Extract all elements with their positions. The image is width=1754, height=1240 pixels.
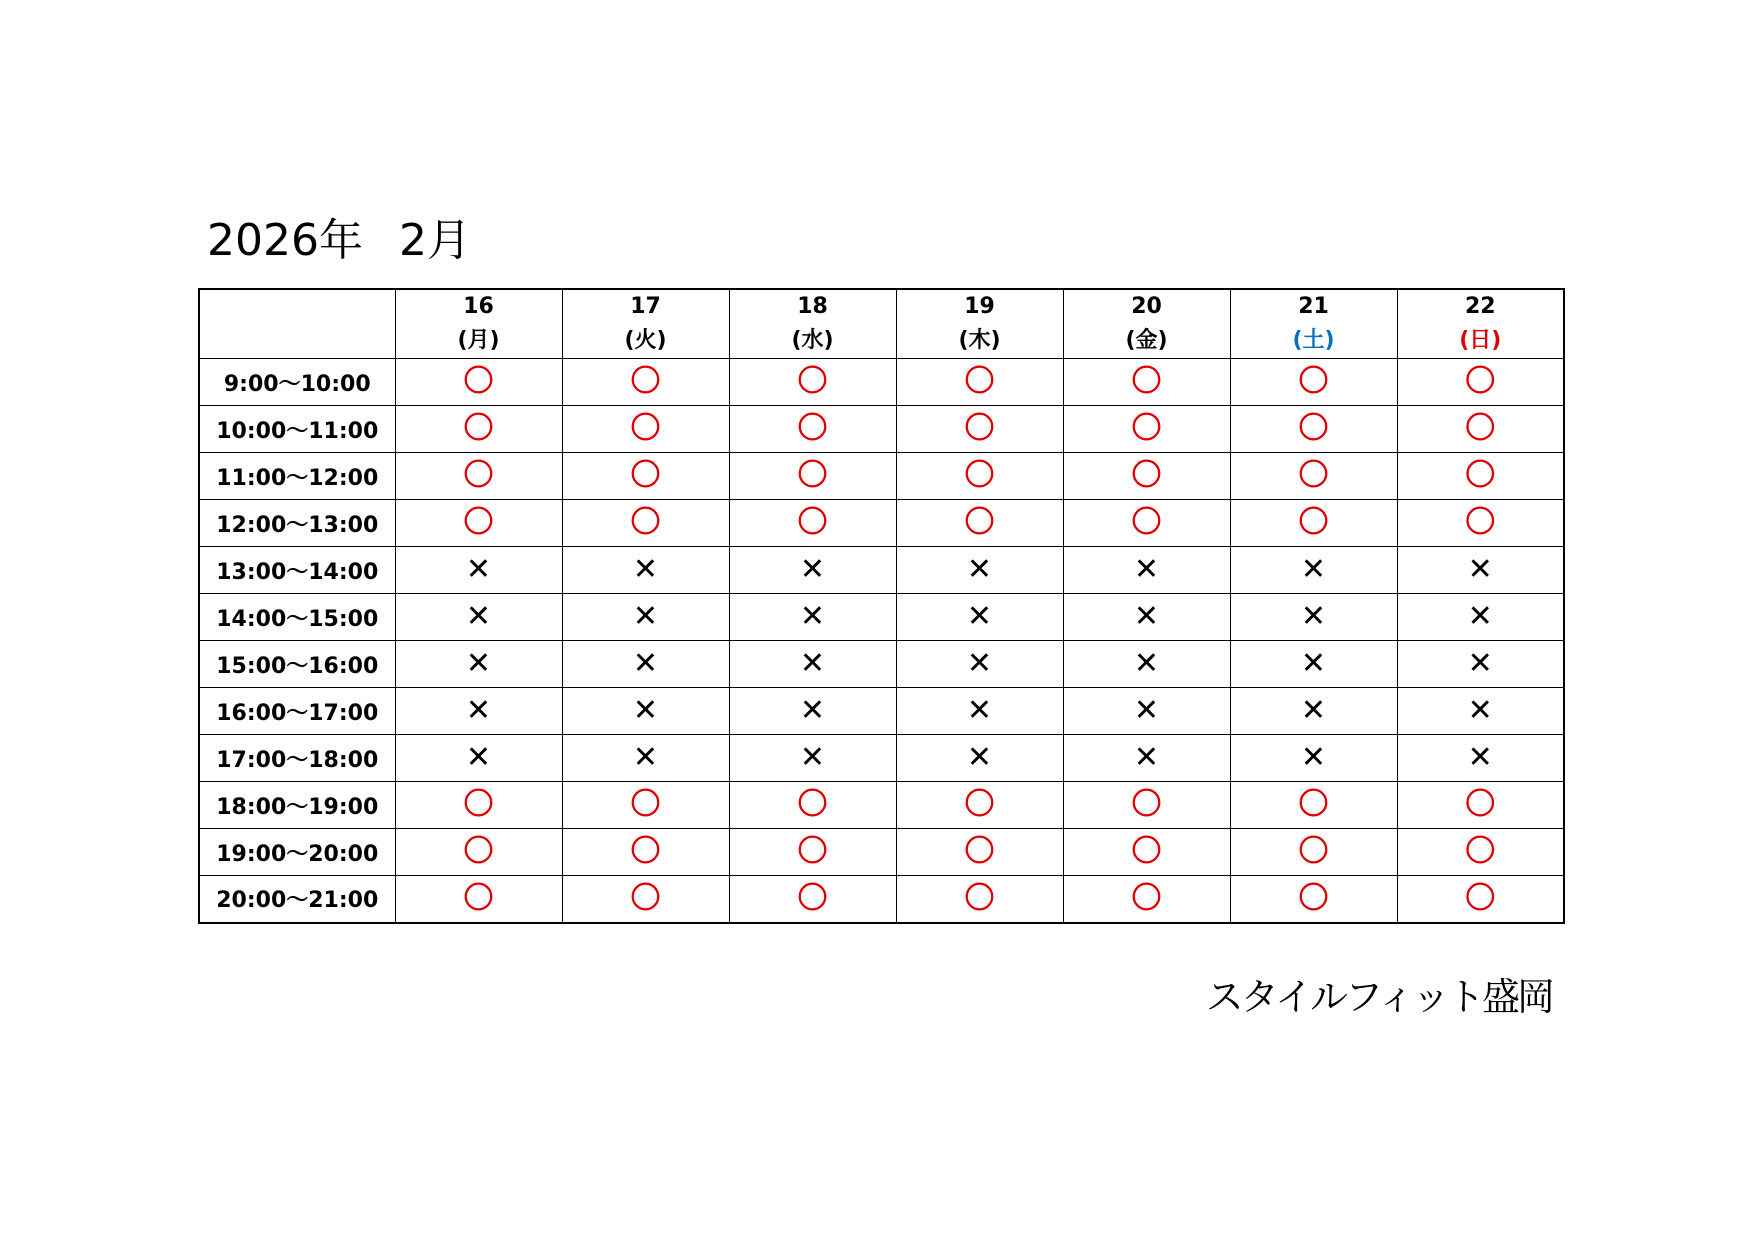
available-mark: 〇 (463, 834, 494, 869)
unavailable-mark: ✕ (1467, 740, 1493, 775)
unavailable-mark: ✕ (966, 552, 993, 587)
unavailable-mark: ✕ (799, 599, 826, 634)
availability-cell (395, 359, 562, 406)
availability-cell (729, 735, 896, 782)
availability-cell (729, 782, 896, 829)
available-mark: 〇 (1298, 364, 1329, 399)
unavailable-mark: ✕ (1467, 599, 1493, 634)
table-row (199, 359, 1564, 406)
schedule-body (199, 359, 1564, 923)
availability-cell (1397, 594, 1564, 641)
availability-cell (896, 641, 1063, 688)
title-month: 2月 (398, 215, 471, 266)
availability-cell (1063, 641, 1230, 688)
unavailable-mark: ✕ (966, 740, 993, 775)
available-mark: 〇 (1131, 411, 1162, 446)
unavailable-mark: ✕ (799, 646, 826, 681)
table-row (199, 547, 1564, 594)
available-mark: 〇 (630, 458, 661, 493)
day-date: 16 (463, 294, 494, 319)
time-slot-label: 12:00～13:00 (199, 500, 395, 547)
available-mark: 〇 (1131, 505, 1162, 540)
available-mark: 〇 (1298, 411, 1329, 446)
unavailable-mark: ✕ (799, 740, 826, 775)
table-row (199, 876, 1564, 923)
available-mark: 〇 (797, 458, 828, 493)
available-mark: 〇 (1465, 787, 1496, 822)
unavailable-mark: ✕ (1300, 552, 1327, 587)
availability-cell (395, 876, 562, 923)
availability-cell (395, 829, 562, 876)
brand-name: スタイルフィット盛岡 (1205, 975, 1552, 1019)
table-row (199, 500, 1564, 547)
day-weekday: (土) (1292, 328, 1335, 353)
availability-cell (562, 641, 729, 688)
availability-cell (1230, 876, 1397, 923)
availability-cell (1397, 500, 1564, 547)
day-date: 20 (1131, 294, 1162, 319)
availability-cell (729, 594, 896, 641)
available-mark: 〇 (797, 880, 828, 916)
availability-cell (1230, 453, 1397, 500)
time-slot-label: 9:00～10:00 (199, 359, 395, 406)
unavailable-mark: ✕ (1467, 646, 1493, 681)
availability-cell (1230, 735, 1397, 782)
availability-cell (562, 735, 729, 782)
available-mark: 〇 (1465, 834, 1496, 869)
day-weekday: (水) (791, 328, 834, 353)
available-mark: 〇 (964, 458, 995, 493)
availability-cell (1397, 453, 1564, 500)
day-weekday: (金) (1125, 328, 1168, 353)
availability-cell (1397, 359, 1564, 406)
available-mark: 〇 (964, 787, 995, 822)
unavailable-mark: ✕ (1300, 599, 1327, 634)
day-header-row (199, 289, 1564, 359)
availability-cell (395, 453, 562, 500)
availability-cell (896, 359, 1063, 406)
unavailable-mark: ✕ (966, 646, 993, 681)
time-slot-label: 18:00～19:00 (199, 782, 395, 829)
available-mark: 〇 (1465, 880, 1496, 916)
availability-cell (562, 453, 729, 500)
available-mark: 〇 (463, 505, 494, 540)
availability-cell (1063, 594, 1230, 641)
availability-cell (729, 453, 896, 500)
available-mark: 〇 (1298, 834, 1329, 869)
availability-cell (1397, 688, 1564, 735)
availability-cell (1063, 500, 1230, 547)
day-date: 19 (964, 294, 995, 319)
availability-cell (1397, 641, 1564, 688)
availability-cell (1397, 876, 1564, 923)
unavailable-mark: ✕ (1300, 646, 1327, 681)
unavailable-mark: ✕ (1133, 552, 1160, 587)
unavailable-mark: ✕ (1133, 599, 1160, 634)
unavailable-mark: ✕ (465, 740, 492, 775)
availability-cell (395, 500, 562, 547)
table-row (199, 453, 1564, 500)
availability-cell (1230, 500, 1397, 547)
day-header-19 (896, 289, 1063, 359)
availability-cell (896, 688, 1063, 735)
unavailable-mark: ✕ (632, 693, 659, 728)
availability-cell (562, 359, 729, 406)
availability-cell (729, 876, 896, 923)
availability-cell (1397, 782, 1564, 829)
availability-cell (562, 876, 729, 923)
availability-cell (896, 547, 1063, 594)
availability-cell (729, 406, 896, 453)
time-slot-label: 10:00～11:00 (199, 406, 395, 453)
day-header-21 (1230, 289, 1397, 359)
day-header-22 (1397, 289, 1564, 359)
available-mark: 〇 (1131, 880, 1162, 916)
available-mark: 〇 (964, 411, 995, 446)
unavailable-mark: ✕ (1467, 693, 1493, 728)
available-mark: 〇 (1298, 880, 1329, 916)
unavailable-mark: ✕ (966, 693, 993, 728)
availability-cell (562, 688, 729, 735)
availability-cell (896, 735, 1063, 782)
available-mark: 〇 (630, 834, 661, 869)
available-mark: 〇 (1298, 458, 1329, 493)
availability-cell (1063, 829, 1230, 876)
page-title (207, 214, 471, 268)
table-row (199, 594, 1564, 641)
day-weekday: (日) (1459, 328, 1502, 353)
available-mark: 〇 (1131, 458, 1162, 493)
availability-cell (1063, 688, 1230, 735)
availability-cell (395, 782, 562, 829)
availability-cell (896, 406, 1063, 453)
available-mark: 〇 (797, 787, 828, 822)
unavailable-mark: ✕ (799, 693, 826, 728)
time-slot-label: 13:00～14:00 (199, 547, 395, 594)
available-mark: 〇 (463, 880, 494, 916)
day-header-17 (562, 289, 729, 359)
available-mark: 〇 (1131, 834, 1162, 869)
day-weekday: (月) (457, 328, 500, 353)
availability-cell (896, 594, 1063, 641)
available-mark: 〇 (463, 364, 494, 399)
unavailable-mark: ✕ (1133, 646, 1160, 681)
unavailable-mark: ✕ (632, 646, 659, 681)
availability-cell (1397, 735, 1564, 782)
day-header-20 (1063, 289, 1230, 359)
availability-cell (1230, 782, 1397, 829)
availability-cell (1063, 876, 1230, 923)
availability-cell (729, 641, 896, 688)
title-year: 2026年 (207, 215, 363, 266)
availability-cell (1063, 453, 1230, 500)
availability-cell (395, 547, 562, 594)
available-mark: 〇 (797, 834, 828, 869)
availability-cell (562, 500, 729, 547)
availability-cell (1063, 782, 1230, 829)
availability-cell (562, 406, 729, 453)
table-row (199, 641, 1564, 688)
unavailable-mark: ✕ (465, 646, 492, 681)
table-row (199, 688, 1564, 735)
availability-cell (729, 829, 896, 876)
availability-cell (896, 876, 1063, 923)
available-mark: 〇 (1298, 787, 1329, 822)
unavailable-mark: ✕ (465, 552, 492, 587)
available-mark: 〇 (630, 880, 661, 916)
available-mark: 〇 (1131, 364, 1162, 399)
day-date: 17 (630, 294, 661, 319)
available-mark: 〇 (630, 787, 661, 822)
availability-cell (562, 782, 729, 829)
unavailable-mark: ✕ (632, 552, 659, 587)
available-mark: 〇 (630, 411, 661, 446)
availability-cell (729, 500, 896, 547)
time-slot-label: 16:00～17:00 (199, 688, 395, 735)
availability-cell (1063, 735, 1230, 782)
unavailable-mark: ✕ (632, 740, 659, 775)
availability-cell (896, 500, 1063, 547)
availability-cell (896, 829, 1063, 876)
day-weekday: (火) (624, 328, 667, 353)
availability-cell (1230, 359, 1397, 406)
unavailable-mark: ✕ (465, 599, 492, 634)
availability-cell (562, 594, 729, 641)
availability-cell (896, 782, 1063, 829)
table-row (199, 735, 1564, 782)
available-mark: 〇 (964, 505, 995, 540)
availability-cell (1397, 829, 1564, 876)
availability-cell (1230, 547, 1397, 594)
available-mark: 〇 (630, 364, 661, 399)
availability-cell (1230, 594, 1397, 641)
time-slot-label: 17:00～18:00 (199, 735, 395, 782)
availability-cell (395, 406, 562, 453)
day-date: 22 (1464, 294, 1496, 319)
available-mark: 〇 (964, 834, 995, 869)
availability-cell (1397, 547, 1564, 594)
availability-cell (729, 359, 896, 406)
availability-cell (562, 547, 729, 594)
availability-cell (729, 688, 896, 735)
available-mark: 〇 (797, 411, 828, 446)
corner-cell (199, 289, 395, 359)
availability-cell (1230, 641, 1397, 688)
availability-cell (395, 594, 562, 641)
available-mark: 〇 (463, 411, 494, 446)
time-slot-label: 11:00～12:00 (199, 453, 395, 500)
time-slot-label: 20:00～21:00 (199, 876, 395, 923)
day-header-18 (729, 289, 896, 359)
availability-cell (1063, 547, 1230, 594)
available-mark: 〇 (1298, 505, 1329, 540)
availability-cell (1230, 829, 1397, 876)
available-mark: 〇 (1465, 458, 1496, 493)
available-mark: 〇 (797, 364, 828, 399)
available-mark: 〇 (1465, 411, 1496, 446)
unavailable-mark: ✕ (799, 552, 826, 587)
availability-cell (1230, 406, 1397, 453)
time-slot-label: 15:00～16:00 (199, 641, 395, 688)
available-mark: 〇 (1465, 505, 1496, 540)
availability-cell (896, 453, 1063, 500)
time-slot-label: 14:00～15:00 (199, 594, 395, 641)
table-row (199, 782, 1564, 829)
availability-cell (1063, 406, 1230, 453)
available-mark: 〇 (1131, 787, 1162, 822)
available-mark: 〇 (964, 880, 995, 916)
available-mark: 〇 (463, 787, 494, 822)
availability-cell (395, 688, 562, 735)
unavailable-mark: ✕ (1133, 693, 1160, 728)
availability-cell (1397, 406, 1564, 453)
unavailable-mark: ✕ (1300, 740, 1327, 775)
availability-cell (395, 735, 562, 782)
availability-cell (1063, 359, 1230, 406)
available-mark: 〇 (630, 505, 661, 540)
time-slot-label: 19:00～20:00 (199, 829, 395, 876)
unavailable-mark: ✕ (966, 599, 993, 634)
availability-cell (1230, 688, 1397, 735)
day-header-16 (395, 289, 562, 359)
unavailable-mark: ✕ (1300, 693, 1327, 728)
available-mark: 〇 (797, 505, 828, 540)
table-row (199, 406, 1564, 453)
availability-cell (562, 829, 729, 876)
day-date: 21 (1298, 294, 1329, 319)
availability-cell (395, 641, 562, 688)
table-row (199, 829, 1564, 876)
available-mark: 〇 (463, 458, 494, 493)
availability-cell (729, 547, 896, 594)
available-mark: 〇 (964, 364, 995, 399)
schedule-table (198, 288, 1565, 924)
unavailable-mark: ✕ (1133, 740, 1160, 775)
unavailable-mark: ✕ (1467, 552, 1493, 587)
day-date: 18 (797, 294, 828, 319)
day-weekday: (木) (958, 328, 1001, 353)
unavailable-mark: ✕ (465, 693, 492, 728)
available-mark: 〇 (1465, 364, 1496, 399)
unavailable-mark: ✕ (632, 599, 659, 634)
